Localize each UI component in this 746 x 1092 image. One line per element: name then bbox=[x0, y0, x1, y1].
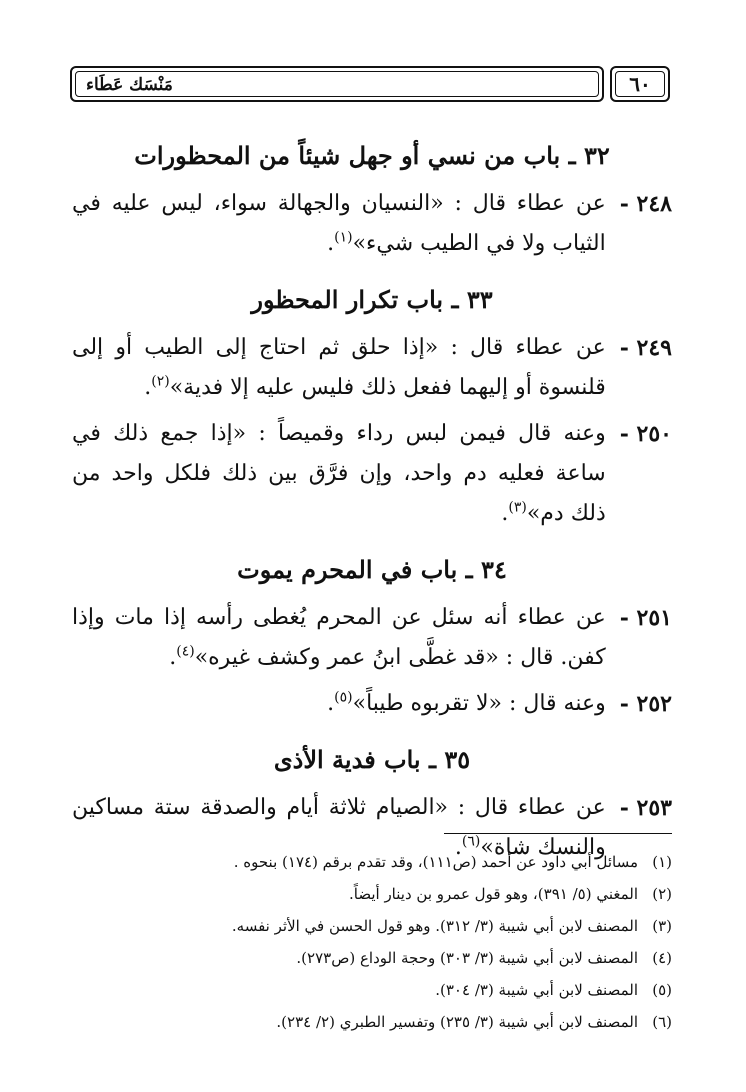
footnote-text: المصنف لابن أبي شيبة (٣/ ٣٠٣) وحجة الوداع (ص٢٧٣). bbox=[296, 949, 638, 967]
entry-text bbox=[72, 328, 606, 408]
footnote-text: المصنف لابن أبي شيبة (٣/ ٢٣٥) وتفسير الطبري (٢/ ٢٣٤). bbox=[276, 1013, 638, 1031]
footnote-number: (٣) bbox=[652, 917, 672, 935]
entry-number: ٢٥١ - bbox=[619, 605, 672, 631]
entry-body: وعنه قال : «لا تقربوه طيباً» bbox=[352, 691, 606, 716]
footnote-ref: (٣) bbox=[508, 499, 527, 516]
entry-248 bbox=[72, 184, 672, 264]
entry-number: ٢٥٠ - bbox=[619, 421, 672, 447]
entry-end-mark: . bbox=[501, 501, 509, 526]
footnote-number: (٢) bbox=[652, 885, 672, 903]
entry-end-mark: . bbox=[327, 691, 335, 716]
entry-number: ٢٥٢ - bbox=[619, 691, 672, 717]
footnote-text: المصنف لابن أبي شيبة (٣/ ٣١٢). وهو قول الحسن في الأثر نفسه. bbox=[231, 917, 638, 935]
chapter-heading-35: ٣٥ ـ باب فدية الأذى bbox=[273, 745, 471, 774]
footnote-number: (٤) bbox=[652, 949, 672, 967]
footnote-text: المصنف لابن أبي شيبة (٣/ ٣٠٤). bbox=[435, 981, 638, 999]
footnote-ref: (١) bbox=[334, 229, 353, 246]
footnote-ref: (٦) bbox=[461, 833, 481, 850]
footnote-2 bbox=[72, 878, 672, 910]
footnote-number: (٦) bbox=[652, 1013, 672, 1031]
entry-body: عن عطاء أنه سئل عن المحرم يُغطى رأسه إذا مات وإذا كفن. قال : «قد غطَّى ابنُ عمر وكشف غيره» bbox=[72, 605, 606, 670]
main-text bbox=[72, 138, 672, 874]
footnote-number: (١) bbox=[652, 853, 672, 871]
footnote-ref: (٢) bbox=[151, 373, 170, 390]
entry-249 bbox=[72, 328, 672, 408]
footnote-text: المغني (٥/ ٣٩١)، وهو قول عمرو بن دينار أيضاً. bbox=[348, 885, 638, 903]
chapter-heading-33: ٣٣ ـ باب تكرار المحظور bbox=[251, 285, 493, 314]
header-title: مَنْسَك عَطَاء bbox=[86, 75, 173, 95]
page-number: ٦٠ bbox=[610, 66, 670, 102]
header-title-frame bbox=[70, 66, 604, 102]
entry-number: ٢٥٣ - bbox=[619, 795, 672, 821]
footnote-5 bbox=[72, 974, 672, 1006]
footnote-number: (٥) bbox=[652, 981, 672, 999]
entry-text bbox=[72, 684, 606, 724]
entry-252 bbox=[72, 684, 672, 724]
footnote-ref: (٤) bbox=[176, 643, 195, 660]
entry-end-mark: . bbox=[169, 645, 177, 670]
entry-body: عن عطاء قال : «الصيام ثلاثة أيام والصدقة ستة مساكين والنسك شاة» bbox=[72, 795, 606, 860]
entry-number: ٢٤٨ - bbox=[619, 191, 672, 217]
entry-text bbox=[72, 598, 606, 678]
footnotes bbox=[72, 846, 672, 1038]
footnote-4 bbox=[72, 942, 672, 974]
entry-body: عن عطاء قال : «إذا حلق ثم احتاج إلى الطيب أو إلى قلنسوة أو إليهما ففعل ذلك فليس عليه إلا فدية» bbox=[72, 335, 606, 400]
entry-body: وعنه قال فيمن لبس رداء وقميصاً : «إذا جمع ذلك في ساعة فعليه دم واحد، وإن فرَّق بين ذلك فلكل واحد من ذلك دم» bbox=[72, 421, 606, 526]
entry-body: عن عطاء قال : «النسيان والجهالة سواء، ليس عليه في الثياب ولا في الطيب شيء» bbox=[72, 191, 606, 256]
entry-end-mark: . bbox=[454, 835, 462, 860]
running-header bbox=[70, 66, 670, 108]
footnote-3 bbox=[72, 910, 672, 942]
entry-text bbox=[72, 414, 606, 534]
chapter-heading-32: ٣٢ ـ باب من نسي أو جهل شيئاً من المحظورات bbox=[134, 141, 610, 170]
footnote-6 bbox=[72, 1006, 672, 1038]
entry-text bbox=[72, 184, 606, 264]
entry-end-mark: . bbox=[327, 231, 335, 256]
entry-number: ٢٤٩ - bbox=[619, 335, 672, 361]
chapter-heading-34: ٣٤ ـ باب في المحرم يموت bbox=[237, 555, 507, 584]
footnote-ref: (٥) bbox=[334, 689, 353, 706]
entry-251 bbox=[72, 598, 672, 678]
separator-line bbox=[444, 833, 672, 834]
entry-end-mark: . bbox=[144, 375, 152, 400]
footnote-1 bbox=[72, 846, 672, 878]
footnote-text: مسائل أبي داود عن أحمد (ص١١١)، وقد تقدم برقم (١٧٤) بنحوه . bbox=[233, 853, 638, 871]
entry-250 bbox=[72, 414, 672, 534]
